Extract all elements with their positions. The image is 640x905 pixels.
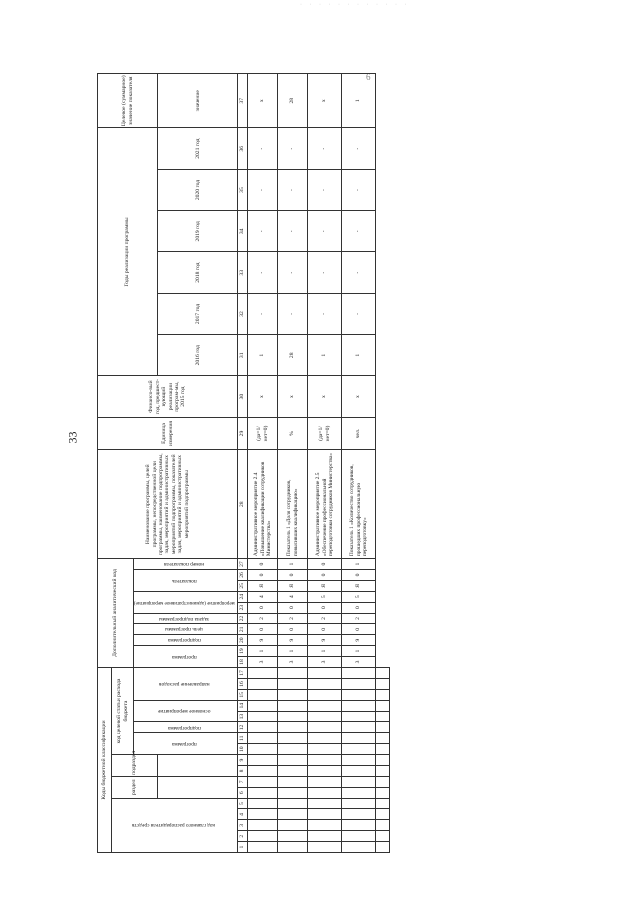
final-value-header: Целевое (суммарное) значение показателя <box>98 74 158 129</box>
years-group-header: Годы реализации программы <box>98 128 158 376</box>
row-year-value: 1 <box>308 335 342 376</box>
row-year-value: - <box>278 252 308 293</box>
row-year-value: - <box>308 293 342 334</box>
row-year-value: - <box>342 128 376 169</box>
col-number: 35 <box>238 169 248 210</box>
dak-subprogram-header: подпрограмма <box>134 635 238 646</box>
code-cell: 9 <box>342 635 376 646</box>
row-year-value: - <box>248 293 278 334</box>
razdel-spacer <box>158 776 238 798</box>
csr-program-header: программа <box>134 733 238 755</box>
col-number: 4 <box>238 809 248 820</box>
row-year-value: 1 <box>342 335 376 376</box>
code-cell: 5 <box>342 591 376 602</box>
row-year-value: - <box>308 211 342 252</box>
code-cell: 3 <box>248 657 278 668</box>
code-cell: 1 <box>342 559 376 570</box>
col-number: 9 <box>238 755 248 766</box>
code-cell: 3 <box>308 657 342 668</box>
col-number: 24 <box>238 591 248 602</box>
col-number: 11 <box>238 733 248 744</box>
code-cell: 0 <box>308 570 342 581</box>
col-number: 13 <box>238 711 248 722</box>
dak-indicator-header: показатель <box>134 570 238 592</box>
column-number-row <box>238 74 248 853</box>
col-number: 20 <box>238 635 248 646</box>
code-cell: 0 <box>308 602 342 613</box>
year-2017-header: 2017 год <box>158 293 238 334</box>
year-2018-header: 2018 год <box>158 252 238 293</box>
row-year-value: - <box>278 128 308 169</box>
dak-group-header: Дополнительный аналитический код <box>98 559 134 668</box>
table-row <box>278 74 308 853</box>
code-cell: 4 <box>278 591 308 602</box>
row-year-value: 1 <box>248 335 278 376</box>
code-cell: 1 <box>278 559 308 570</box>
table-row <box>248 74 278 853</box>
code-cell: 2 <box>248 613 278 624</box>
code-cell: 9 <box>248 635 278 646</box>
row-base-year: х <box>308 376 342 417</box>
table-row <box>376 74 390 853</box>
dak-goal-header: цель программы <box>134 624 238 635</box>
col-number: 8 <box>238 766 248 777</box>
col-number: 34 <box>238 211 248 252</box>
row-year-value: - <box>278 211 308 252</box>
code-cell: 9 <box>278 635 308 646</box>
year-2016-header: 2016 год <box>158 335 238 376</box>
row-final-value: х <box>248 74 278 129</box>
scan-artifact: · · · · · · · · · · · · <box>300 2 410 8</box>
code-cell: 2 <box>342 613 376 624</box>
name-column-header: Наименование программы, целей программы, непосредственной цели программы, наименование подпрограммы, задач, мероприятий и административных мероприятий подпрограммы, показателей задач, мероприятий и административных мероприятий подпрограммы <box>98 450 238 559</box>
row-final-value: 1 <box>342 74 376 129</box>
code-cell: 0 <box>278 570 308 581</box>
kbk-grbs-header: код главного распорядителя средств <box>112 798 238 852</box>
col-number: 1 <box>238 842 248 853</box>
table-rotator <box>97 73 367 853</box>
code-cell: 0 <box>248 624 278 635</box>
col-number: 5 <box>238 798 248 809</box>
code-cell: 0 <box>342 570 376 581</box>
row-base-year: х <box>248 376 278 417</box>
col-number: 2 <box>238 831 248 842</box>
dak-task-header: задача подпрограммы <box>134 613 238 624</box>
row-year-value: - <box>342 252 376 293</box>
csr-subprogram-header: подпрограмма <box>134 722 238 733</box>
corner-mark: 6 <box>366 72 371 82</box>
row-year-value: - <box>248 128 278 169</box>
year-2019-header: 2019 год <box>158 211 238 252</box>
code-cell: Я <box>248 580 278 591</box>
row-unit: (да=1/ нет=0) <box>248 417 278 450</box>
row-year-value: - <box>278 169 308 210</box>
base-year-column-header: Финансо-вый год, предшест-вующий реализации програм-мы, 2015 год <box>98 376 238 417</box>
col-number: 21 <box>238 624 248 635</box>
col-number: 10 <box>238 744 248 755</box>
row-year-value: - <box>342 211 376 252</box>
row-name: Показатель 1 «Количество сотрудников, прошедших профессиональную переподготовку» <box>342 450 376 559</box>
col-number: 27 <box>238 559 248 570</box>
col-number: 30 <box>238 376 248 417</box>
code-cell: 0 <box>308 624 342 635</box>
col-number: 7 <box>238 776 248 787</box>
final-value-subheader: значение <box>158 74 238 129</box>
col-number: 32 <box>238 293 248 334</box>
col-number: 16 <box>238 679 248 690</box>
col-number: 37 <box>238 74 248 129</box>
code-cell: 0 <box>248 570 278 581</box>
col-number: 25 <box>238 580 248 591</box>
row-name: Административное мероприятие 2.4 «Повышение квалификации сотрудников Министерства» <box>248 450 278 559</box>
row-base-year: х <box>278 376 308 417</box>
kbk-podrazdel-header: подраздел <box>112 755 158 777</box>
code-cell: 3 <box>278 657 308 668</box>
code-cell: Я <box>278 580 308 591</box>
col-number: 3 <box>238 820 248 831</box>
csr-direction-header: направление расходов <box>134 667 238 700</box>
year-2020-header: 2020 год <box>158 169 238 210</box>
col-number: 6 <box>238 787 248 798</box>
code-cell: 5 <box>308 591 342 602</box>
row-year-value: - <box>308 169 342 210</box>
code-cell: 0 <box>342 602 376 613</box>
col-number: 31 <box>238 335 248 376</box>
row-year-value: - <box>248 211 278 252</box>
col-number: 29 <box>238 417 248 450</box>
col-number: 17 <box>238 667 248 678</box>
row-final-value: х <box>308 74 342 129</box>
podrazdel-spacer <box>158 755 238 777</box>
col-number: 36 <box>238 128 248 169</box>
code-cell: Я <box>342 580 376 591</box>
code-cell: 1 <box>342 646 376 657</box>
col-number: 18 <box>238 657 248 668</box>
code-cell: 1 <box>278 646 308 657</box>
col-number: 28 <box>238 450 248 559</box>
unit-column-header: Единица измерения <box>98 417 238 450</box>
code-cell: 1 <box>308 646 342 657</box>
code-cell: 1 <box>248 646 278 657</box>
code-cell: 0 <box>278 624 308 635</box>
row-final-value: 28 <box>278 74 308 129</box>
table-row <box>342 74 376 853</box>
code-cell: 4 <box>248 591 278 602</box>
code-cell: 9 <box>308 635 342 646</box>
table-container <box>97 73 367 853</box>
code-cell: 0 <box>248 602 278 613</box>
col-number: 33 <box>238 252 248 293</box>
col-number: 23 <box>238 602 248 613</box>
row-year-value: - <box>278 293 308 334</box>
code-cell: 0 <box>342 624 376 635</box>
page-number: 33 <box>65 431 80 444</box>
kbk-group-header: Коды бюджетной классификации <box>98 667 112 852</box>
code-cell: 2 <box>308 613 342 624</box>
row-year-value: 28 <box>278 335 308 376</box>
row-year-value: - <box>342 293 376 334</box>
col-number: 19 <box>238 646 248 657</box>
code-cell: 0 <box>278 602 308 613</box>
row-year-value: - <box>342 169 376 210</box>
col-number: 12 <box>238 722 248 733</box>
col-number: 15 <box>238 689 248 700</box>
col-number: 22 <box>238 613 248 624</box>
table-row <box>308 74 342 853</box>
row-name: Административное мероприятие 2.5 «Обеспечение профессиональной переподготовки сотрудников Министерства» <box>308 450 342 559</box>
row-year-value: - <box>248 169 278 210</box>
kbk-razdel-header: раздел <box>112 776 158 798</box>
row-year-value: - <box>308 252 342 293</box>
col-number: 14 <box>238 700 248 711</box>
col-number: 26 <box>238 570 248 581</box>
row-unit: % <box>278 417 308 450</box>
code-cell: 0 <box>248 559 278 570</box>
budget-table <box>97 73 390 853</box>
row-unit: чел. <box>342 417 376 450</box>
code-cell: 2 <box>278 613 308 624</box>
csr-main-event-header: основное мероприятие <box>134 700 238 722</box>
row-year-value: - <box>248 252 278 293</box>
year-2021-header: 2021 год <box>158 128 238 169</box>
row-unit: (да=1/ нет=0) <box>308 417 342 450</box>
code-cell: Я <box>308 580 342 591</box>
csr-group-header: код целевой статьи расхода бюджета <box>112 667 134 754</box>
code-cell: 3 <box>342 657 376 668</box>
row-year-value: - <box>308 128 342 169</box>
code-cell: 0 <box>308 559 342 570</box>
dak-program-header: программа <box>134 646 238 668</box>
row-base-year: х <box>342 376 376 417</box>
dak-number-header: номер показателя <box>134 559 238 570</box>
dak-event-header: мероприятие (административное мероприятие) <box>134 591 238 613</box>
row-name: Показатель 1 «Доля сотрудников, повысивших квалификацию» <box>278 450 308 559</box>
